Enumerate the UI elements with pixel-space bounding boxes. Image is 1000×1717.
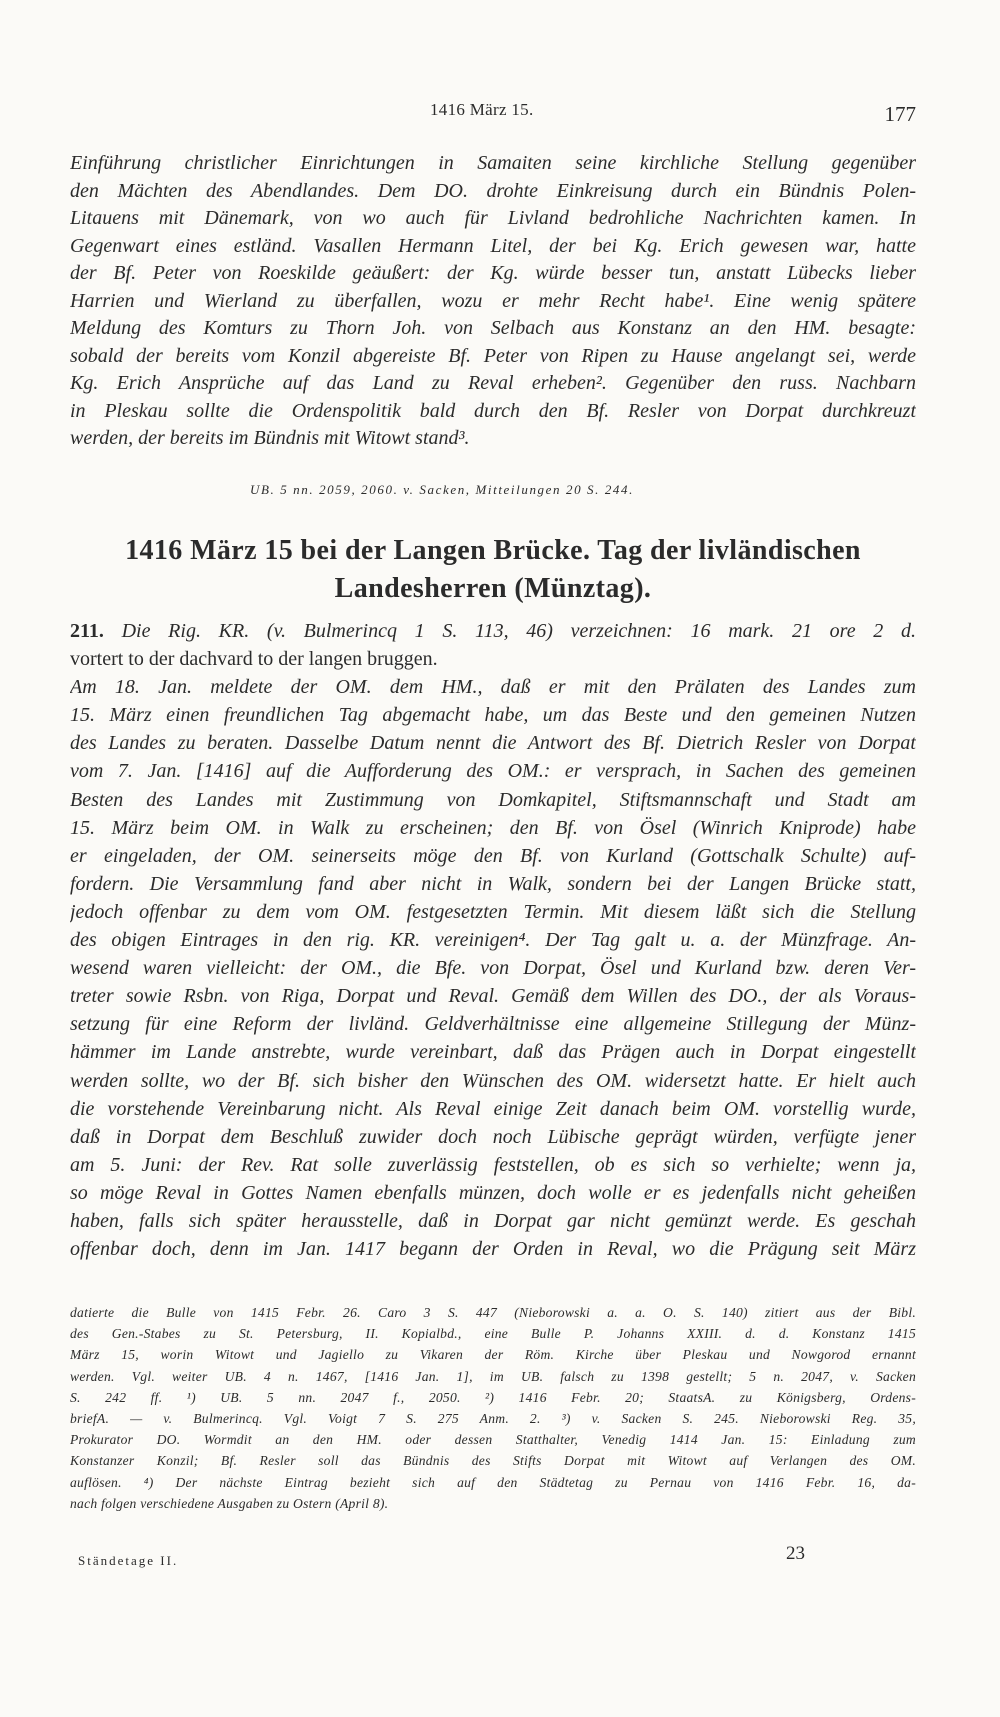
text-line: werden sollte, wo der Bf. sich bisher den Wünschen des OM. widersetzt hatte. Er hielt auch: [70, 1069, 916, 1092]
footnote-line: S. 242 ff. ¹) UB. 5 nn. 2047 f., 2050. ²) 1416 Febr. 20; StaatsA. zu Königsberg, Ordens-: [70, 1389, 916, 1405]
entry-second-line: vortert to der dachvard to der langen bruggen.: [70, 648, 438, 671]
entry-first-line: [70, 617, 916, 645]
text-line: Meldung des Komturs zu Thorn Joh. von Selbach aus Konstanz an den HM. besagte:: [70, 317, 916, 339]
text-line: des obigen Eintrages in den rig. KR. vereinigen⁴. Der Tag galt u. a. der Münzfrage. An-: [70, 929, 916, 952]
text-line: 15. März einen freundlichen Tag abgemacht habe, um das Beste und den gemeinen Nutzen: [70, 704, 916, 727]
text-line: Kg. Erich Ansprüche auf das Land zu Reval erheben². Gegenüber den russ. Nachbarn: [70, 372, 916, 394]
footnotes: [70, 1302, 916, 1514]
footnote-line: Konstanzer Konzil; Bf. Resler soll das Bündnis des Stifts Dorpat mit Witowt auf Verlangen des OM.: [70, 1453, 916, 1469]
text-line: Gegenwart eines estländ. Vasallen Hermann Litel, der bei Kg. Erich gewesen war, hatte: [70, 234, 916, 257]
entry-number: 211.: [70, 620, 104, 642]
section-heading: [70, 532, 916, 608]
text-line: werden, der bereits im Bündnis mit Witowt stand³.: [70, 427, 470, 449]
sheet-number: 23: [786, 1543, 805, 1564]
page-number: 177: [884, 102, 916, 126]
text-line: den Mächten des Abendlandes. Dem DO. drohte Einkreisung durch ein Bündnis Polen-: [70, 179, 916, 202]
heading-line-2: Landesherren (Münztag).: [334, 573, 652, 604]
text-line: Harrien und Wierland zu überfallen, wozu er mehr Recht habe¹. Eine wenig spätere: [70, 289, 916, 312]
text-line: Besten des Landes mit Zustimmung von Domkapitel, Stiftsmannschaft und Stadt am: [70, 788, 916, 811]
footnote-line: März 15, worin Witowt und Jagiello zu Vikaren der Röm. Kirche über Pleskau und Nowgorod ernannt: [70, 1347, 916, 1363]
entry-body: [70, 617, 916, 1263]
text-line: wesend waren vielleicht: der OM., die Bfe. von Dorpat, Ösel und Kurland bzw. deren Ver-: [70, 957, 916, 980]
text-line: daß in Dorpat dem Beschluß zuwider doch noch Lübische geprägt würden, verfügte jener: [70, 1125, 916, 1148]
running-head: 1416 März 15.: [430, 100, 534, 119]
text-line: hämmer im Lande anstrebte, wurde vereinbart, daß das Prägen auch in Dorpat eingestellt: [70, 1041, 916, 1064]
text-line: der Bf. Peter von Roeskilde geäußert: der Kg. würde besser tun, anstatt Lübecks lieber: [70, 262, 916, 284]
footnote-line: auflösen. ⁴) Der nächste Eintrag bezieht sich auf den Städtetag zu Pernau von 1416 Febr. 16, da-: [70, 1474, 916, 1490]
text-line: treter sowie Rsbn. von Riga, Dorpat und Reval. Gemäß dem Willen des DO., der als Voraus-: [70, 985, 916, 1008]
footnote-line: nach folgen verschiedene Ausgaben zu Ostern (April 8).: [70, 1495, 389, 1511]
text-line: jedoch offenbar zu dem vom OM. festgesetzten Termin. Mit diesem läßt sich die Stellung: [70, 900, 916, 923]
text-line: setzung für eine Reform der livländ. Geldverhältnisse eine allgemeine Stillegung der Münz-: [70, 1013, 916, 1036]
text-line: Einführung christlicher Einrichtungen in Samaiten seine kirchliche Stellung gegenüber: [70, 152, 916, 174]
heading-line-1: 1416 März 15 bei der Langen Brücke. Tag der livländischen: [125, 535, 861, 566]
text-line: Am 18. Jan. meldete der OM. dem HM., daß er mit den Prälaten des Landes zum: [70, 676, 916, 699]
footnote-line: werden. Vgl. weiter UB. 4 n. 1467, [1416 Jan. 1], im UB. falsch zu 1398 gestellt; 5 n. 2047, v. Sacken: [70, 1368, 916, 1384]
text-line: in Pleskau sollte die Ordenspolitik bald durch den Bf. Resler von Dorpat durchkreuzt: [70, 399, 916, 422]
text-line: sobald der bereits vom Konzil abgereiste Bf. Peter von Ripen zu Hause angelangt sei, werde: [70, 344, 916, 367]
text-line: vom 7. Jan. [1416] auf die Aufforderung des OM.: er versprach, in Sachen des gemeinen: [70, 760, 916, 783]
footnote-line: briefA. — v. Bulmerincq. Vgl. Voigt 7 S. 275 Anm. 2. ³) v. Sacken S. 245. Nieborowski Reg. 35,: [70, 1411, 916, 1427]
entry-first-line-text: Die Rig. KR. (v. Bulmerincq 1 S. 113, 46) verzeichnen: 16 mark. 21 ore 2 d.: [103, 620, 916, 642]
text-line: er eingeladen, der OM. seinerseits möge den Bf. von Kurland (Gottschalk Schulte) auf-: [70, 844, 916, 867]
text-line: 15. März beim OM. in Walk zu erscheinen; den Bf. von Ösel (Winrich Kniprode) habe: [70, 816, 916, 839]
text-line: am 5. Juni: der Rev. Rat solle zuverlässig feststellen, ob es sich so verhielte; wenn ja,: [70, 1153, 916, 1176]
footnote-line: datierte die Bulle von 1415 Febr. 26. Caro 3 S. 447 (Nieborowski a. a. O. S. 140) zitiert aus der Bibl.: [70, 1305, 916, 1320]
sheet-signature: Ständetage II.: [78, 1553, 179, 1568]
text-line: offenbar doch, denn im Jan. 1417 begann der Orden in Reval, wo die Prägung seit März: [70, 1238, 916, 1261]
text-line: Litauens mit Dänemark, von wo auch für Livland bedrohliche Nachrichten kamen. In: [70, 207, 916, 229]
footnote-line: des Gen.-Stabes zu St. Petersburg, II. Kopialbd., eine Bulle P. Johanns XXIII. d. d. Konstanz 1415: [70, 1326, 916, 1342]
text-line: fordern. Die Versammlung fand aber nicht in Walk, sondern bei der Langen Brücke statt,: [70, 872, 916, 895]
intro-paragraph: [70, 150, 916, 453]
footnote-line: Prokurator DO. Wormdit an den HM. oder dessen Statthalter, Venedig 1414 Jan. 15: Einladung zum: [70, 1432, 916, 1448]
page-header: [0, 100, 1000, 130]
source-citation: UB. 5 nn. 2059, 2060. v. Sacken, Mitteilungen 20 S. 244.: [250, 482, 634, 497]
text-line: die vorstehende Vereinbarung nicht. Als Reval einige Zeit danach beim OM. vorstellig wurde,: [70, 1097, 916, 1120]
text-line: so möge Reval in Gottes Namen ebenfalls münzen, doch wolle er es jedenfalls nicht geheißen: [70, 1181, 916, 1204]
text-line: haben, falls sich später herausstelle, daß in Dorpat gar nicht gemünzt werde. Es geschah: [70, 1209, 916, 1232]
text-line: des Landes zu beraten. Dasselbe Datum nennt die Antwort des Bf. Dietrich Resler von Dorpat: [70, 732, 916, 755]
